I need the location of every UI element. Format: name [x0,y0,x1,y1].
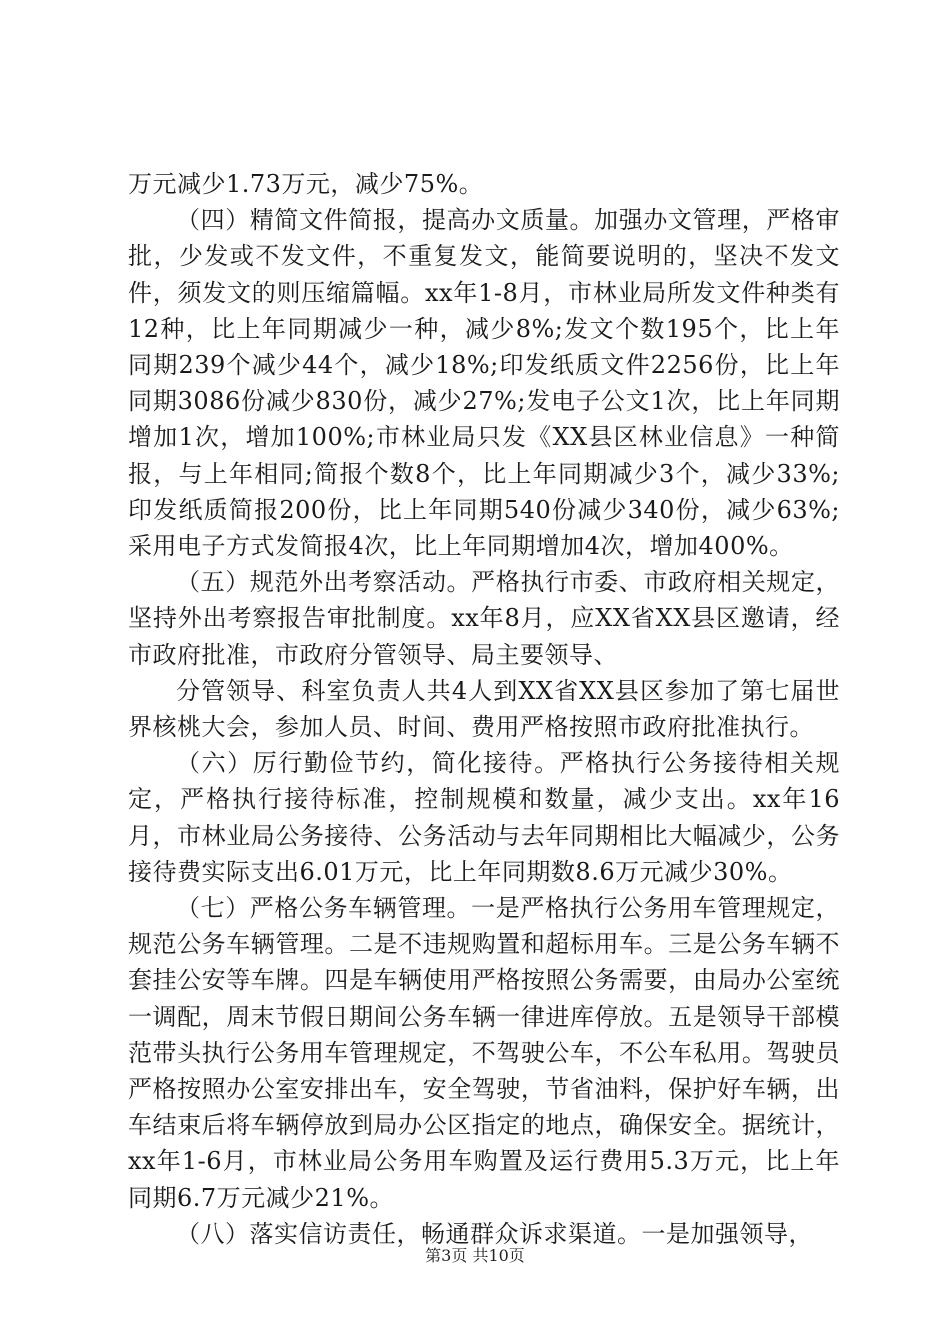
paragraph-section-7: （七）严格公务车辆管理。一是严格执行公务用车管理规定，规范公务车辆管理。二是不违规购置和超标用车。三是公务车辆不套挂公安等车牌。四是车辆使用严格按照公务需要，由局办公室统一调配，周末节假日期间公务车辆一律进库停放。五是领导干部模范带头执行公务用车管理规定，不驾驶公车，不公车私用。驾驶员严格按照办公室安排出车，安全驾驶，节省油料，保护好车辆，出车结束后将车辆停放到局办公区指定的地点，确保安全。据统计，xx年1-6月，市林业局公务用车购置及运行费用5.3万元，比上年同期6.7万元减少21%。 [128,894,840,1212]
paragraph-section-8: （八）落实信访责任，畅通群众诉求渠道。一是加强领导， [176,1219,813,1248]
paragraph-section-4: （四）精简文件简报，提高办文质量。加强办文管理，严格审批，少发或不发文件，不重复发文，能简要说明的，坚决不发文件，须发文的则压缩篇幅。xx年1-8月，市林业局所发文件种类有12种，比上年同期减少一种，减少8%;发文个数195个，比上年同期239个减少44个，减少18%;印发纸质文件2256份，比上年同期3086份减少830份，减少27%;发电子公文1次，比上年同期增加1次，增加100%;市林业局只发《XX县区林业信息》一种简报，与上年相同;简报个数8个，比上年同期减少3个，减少33%;印发纸质简报200份，比上年同期540份减少340份，减少63%;采用电子方式发简报4次，比上年同期增加4次，增加400%。 [128,206,840,561]
paragraph-continuation: 万元减少1.73万元，减少75%。 [128,170,484,198]
document-body [128,166,840,1252]
paragraph-section-6: （六）厉行勤俭节约，简化接待。严格执行公务接待相关规定，严格执行接待标准，控制规模和数量，减少支出。xx年16月，市林业局公务接待、公务活动与去年同期相比大幅减少，公务接待费实际支出6.01万元，比上年同期数8.6万元减少30%。 [128,749,840,886]
paragraph-section-5: （五）规范外出考察活动。严格执行市委、市政府相关规定，坚持外出考察报告审批制度。xx年8月，应XX省XX县区邀请，经市政府批准，市政府分管领导、局主要领导、 [128,568,840,669]
page-number-footer: 第3页 共10页 [425,1246,525,1265]
paragraph-section-5-continued: 分管领导、科室负责人共4人到XX省XX县区参加了第七届世界核桃大会，参加人员、时间、费用严格按照市政府批准执行。 [128,676,840,742]
